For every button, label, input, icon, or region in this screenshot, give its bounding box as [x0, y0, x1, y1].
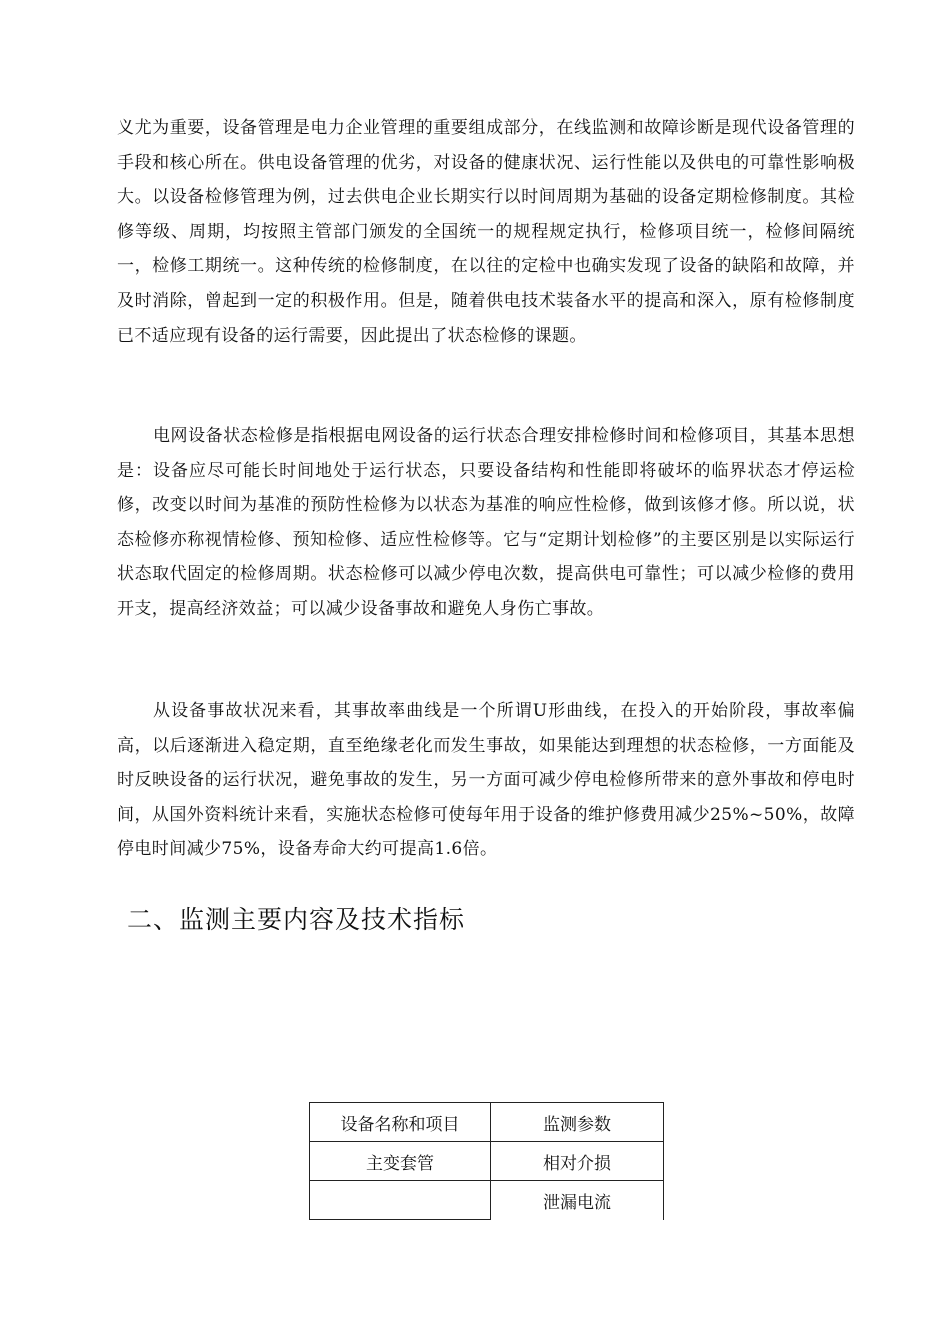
body-paragraph-2: 电网设备状态检修是指根据电网设备的运行状态合理安排检修时间和检修项目，其基本思想是：设备应尽可能长时间地处于运行状态，只要设备结构和性能即将破坏的临界状态才停运检修，改变以时间为基准的预防性检修为以状态为基准的响应性检修，做到该修才修。所以说，状态检修亦称视情检修、预知检修、适应性检修等。它与“定期计划检修”的主要区别是以实际运行状态取代固定的检修周期。状态检修可以减少停电次数，提高供电可靠性；可以减少检修的费用开支，提高经济效益；可以减少设备事故和避免人身伤亡事故。 — [117, 426, 855, 619]
table-cell: 主变套管 — [310, 1142, 491, 1181]
table-header-row — [310, 1103, 664, 1142]
table-cell — [310, 1181, 491, 1220]
monitoring-table — [309, 1102, 663, 1220]
table-cell: 相对介损 — [491, 1142, 664, 1181]
section-heading: 二、监测主要内容及技术指标 — [127, 905, 466, 934]
body-paragraph-3: 从设备事故状况来看，其事故率曲线是一个所谓U形曲线，在投入的开始阶段，事故率偏高，以后逐渐进入稳定期，直至绝缘老化而发生事故，如果能达到理想的状态检修，一方面能及时反映设备的运行状况，避免事故的发生，另一方面可减少停电检修所带来的意外事故和停电时间，从国外资料统计来看，实施状态检修可使每年用于设备的维护修费用减少25%~50%，故障停电时间减少75%，设备寿命大约可提高1.6倍。 — [117, 701, 855, 860]
body-paragraph-1: 义尤为重要，设备管理是电力企业管理的重要组成部分，在线监测和故障诊断是现代设备管理的手段和核心所在。供电设备管理的优劣，对设备的健康状况、运行性能以及供电的可靠性影响极大。以设备检修管理为例，过去供电企业长期实行以时间周期为基础的设备定期检修制度。其检修等级、周期，均按照主管部门颁发的全国统一的规程规定执行，检修项目统一，检修间隔统一，检修工期统一。这种传统的检修制度，在以往的定检中也确实发现了设备的缺陷和故障，并及时消除，曾起到一定的积极作用。但是，随着供电技术装备水平的提高和深入，原有检修制度已不适应现有设备的运行需要，因此提出了状态检修的课题。 — [117, 118, 855, 346]
table-row — [310, 1142, 664, 1181]
table-cell: 泄漏电流 — [491, 1181, 664, 1220]
table-row — [310, 1181, 664, 1220]
monitoring-table-grid — [309, 1102, 664, 1220]
table-header-cell: 设备名称和项目 — [310, 1103, 491, 1142]
table-header-cell: 监测参数 — [491, 1103, 664, 1142]
